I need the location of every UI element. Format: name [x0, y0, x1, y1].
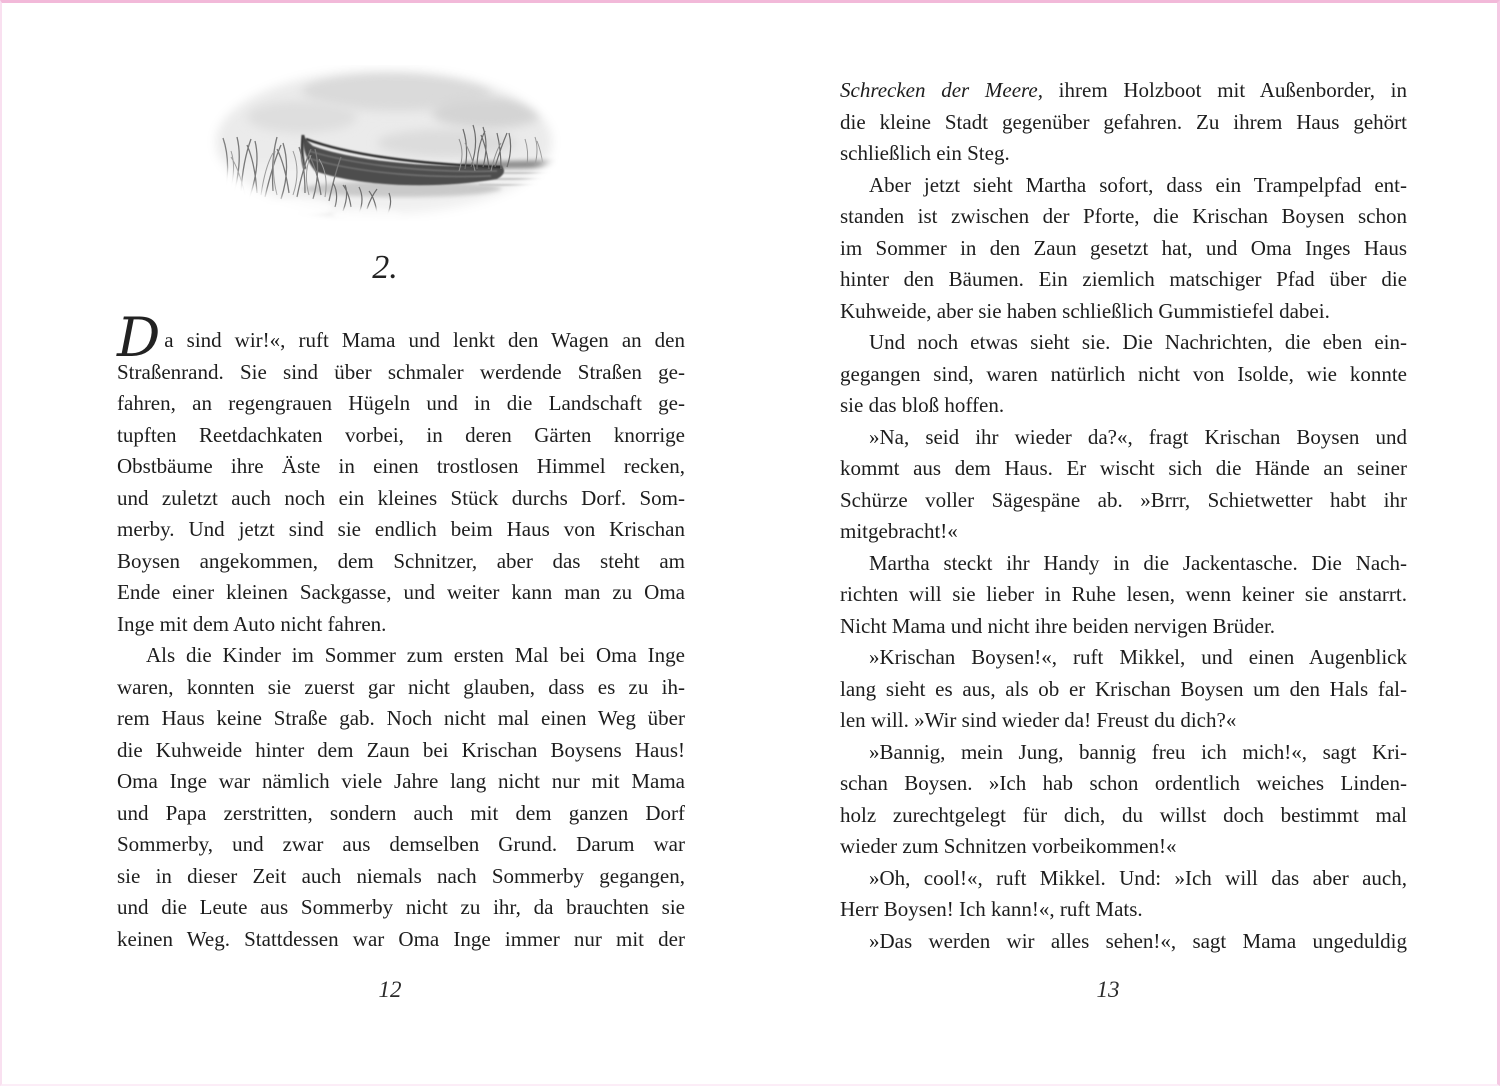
text-line: »Das werden wir alles sehen!«, sagt Mama ungeduldig: [869, 928, 1407, 953]
right-page-text-column: [840, 75, 1407, 957]
text-line: schließlich ein Steg.: [840, 141, 1010, 165]
text-line: Aber jetzt sieht Martha sofort, dass ein Trampelpfad ent-: [869, 172, 1407, 197]
text-line: richten will sie lieber in Ruhe lesen, wenn keiner sie anstarrt.: [840, 582, 1407, 606]
chapter-illustration-boat-vignette: [207, 65, 562, 221]
text-line: und Papa zerstritten, sondern auch mit dem ganzen Dorf: [117, 800, 685, 825]
text-line: keinen Weg. Stattdessen war Oma Inge immer nur mit der: [117, 926, 685, 951]
page-number-left: 12: [378, 977, 402, 1002]
italic-text-segment: Schrecken der Meere,: [840, 78, 1043, 102]
text-line: rem Haus keine Straße gab. Noch nicht mal einen Weg über: [117, 706, 685, 730]
text-line: len will. »Wir sind wieder da! Freust du dich?«: [840, 708, 1237, 732]
text-line: waren, konnten sie zuerst gar nicht glauben, dass es zu ih-: [117, 674, 685, 699]
chapter-heading: 2.: [372, 249, 398, 286]
text-line: »Na, seid ihr wieder da?«, fragt Krischan Boysen und: [869, 424, 1407, 449]
text-line: Nicht Mama und nicht ihre beiden nervigen Brüder.: [840, 613, 1276, 638]
text-line: standen ist zwischen der Pforte, die Krischan Boysen schon: [840, 204, 1407, 228]
text-line: [840, 75, 1407, 107]
text-line: »Oh, cool!«, ruft Mikkel. Und: »Ich will das aber auch,: [869, 865, 1407, 890]
text-line: Da sind wir!«, ruft Mama und lenkt den Wagen an den: [117, 306, 685, 369]
text-line: Schürze voller Sägespäne ab. »Brrr, Schietwetter habt ihr: [840, 487, 1407, 512]
text-line: lang sieht es aus, als ob er Krischan Boysen um den Hals fal-: [840, 676, 1407, 701]
text-line: die Kuhweide hinter dem Zaun bei Krischan Boysens Haus!: [117, 737, 685, 762]
text-line: merby. Und jetzt sind sie endlich beim Haus von Krischan: [117, 517, 685, 541]
text-line: Inge mit dem Auto nicht fahren.: [117, 611, 387, 636]
text-line: und die Leute aus Sommerby nicht zu ihr, da brauchten sie: [117, 895, 685, 919]
text-line: wieder zum Schnitzen vorbeikommen!«: [840, 834, 1177, 858]
text-line: Oma Inge war nämlich viele Jahre lang nicht nur mit Mama: [117, 769, 685, 793]
text-line: »Krischan Boysen!«, ruft Mikkel, und einen Augenblick: [869, 645, 1407, 669]
text-line: Boysen angekommen, dem Schnitzer, aber das steht am: [117, 548, 685, 573]
text-line: holz zurechtgelegt für dich, du willst doch bestimmt mal: [840, 802, 1407, 827]
text-line: gegangen sind, waren natürlich nicht von Isolde, wie konnte: [840, 361, 1407, 386]
text-line: Ende einer kleinen Sackgasse, und weiter kann man zu Oma: [117, 580, 685, 604]
text-line: schan Boysen. »Ich hab schon ordentlich weiches Linden-: [840, 771, 1407, 795]
text-line: Sommerby, und zwar aus demselben Grund. Darum war: [117, 832, 685, 856]
text-line: Herr Boysen! Ich kann!«, ruft Mats.: [840, 897, 1143, 921]
text-line: mitgebracht!«: [840, 519, 958, 543]
text-line: und zuletzt auch noch ein kleines Stück durchs Dorf. Som-: [117, 485, 685, 510]
text-line: Martha steckt ihr Handy in die Jackentasche. Die Nach-: [869, 550, 1407, 575]
text-line: im Sommer in den Zaun gesetzt hat, und Oma Inges Haus: [840, 235, 1407, 260]
text-line: sie das bloß hoffen.: [840, 393, 1005, 417]
text-line: Straßenrand. Sie sind über schmaler werdende Straßen ge-: [117, 359, 685, 384]
text-segment: ihrem Holzboot mit Außenborder, in: [1042, 78, 1407, 102]
page-number-right: 13: [1096, 977, 1120, 1002]
text-line: fahren, an regengrauen Hügeln und in die Landschaft ge-: [117, 391, 685, 415]
text-line: Und noch etwas sieht sie. Die Nachrichten, die eben ein-: [869, 330, 1407, 354]
rowboat-shore-drawing: [207, 65, 562, 221]
text-line: Als die Kinder im Sommer zum ersten Mal bei Oma Inge: [146, 643, 685, 667]
text-line: hinter den Bäumen. Ein ziemlich matschiger Pfad über die: [840, 267, 1407, 291]
text-line: sie in dieser Zeit auch niemals nach Sommerby gegangen,: [117, 863, 685, 888]
text-line: die kleine Stadt gegenüber gefahren. Zu ihrem Haus gehört: [840, 109, 1407, 134]
text-line: kommt aus dem Haus. Er wischt sich die Hände an seiner: [840, 456, 1407, 480]
text-line: Kuhweide, aber sie haben schließlich Gummistiefel dabei.: [840, 298, 1330, 323]
text-line: »Bannig, mein Jung, bannig freu ich mich!«, sagt Kri-: [869, 739, 1407, 764]
text-line: tupften Reetdachkaten vorbei, in deren Gärten knorrige: [117, 422, 685, 447]
text-line: Obstbäume ihre Äste in einen trostlosen Himmel recken,: [117, 454, 685, 478]
dropcap-initial: D: [117, 306, 162, 369]
left-page-text-column: [117, 306, 685, 955]
